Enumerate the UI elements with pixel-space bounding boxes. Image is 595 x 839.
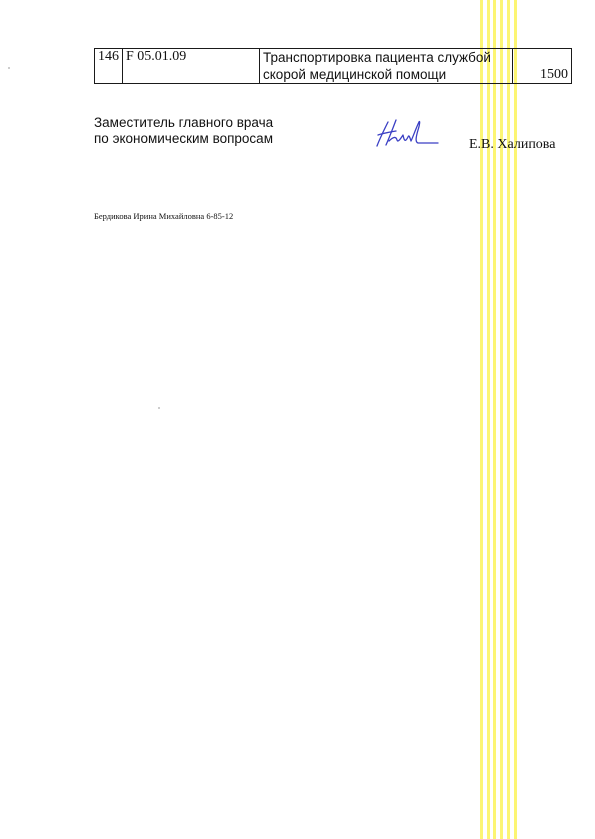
service-name-line-1: Транспортировка пациента службой bbox=[263, 50, 491, 65]
scan-speck bbox=[158, 407, 160, 409]
row-number: 146 bbox=[95, 49, 123, 84]
service-name bbox=[260, 49, 513, 84]
service-price: 1500 bbox=[513, 49, 572, 84]
signer-position bbox=[94, 115, 273, 147]
scan-highlight-band bbox=[474, 0, 524, 839]
executor-contact: Бердикова Ирина Михайловна 6-85-12 bbox=[94, 211, 234, 221]
scan-speck bbox=[8, 67, 10, 69]
service-name-line-2: скорой медицинской помощи bbox=[263, 67, 447, 82]
signer-position-line-1: Заместитель главного врача bbox=[94, 115, 274, 130]
table-row bbox=[95, 49, 572, 84]
handwritten-signature bbox=[374, 116, 440, 152]
service-code: F 05.01.09 bbox=[123, 49, 260, 84]
signer-position-line-2: по экономическим вопросам bbox=[94, 131, 273, 146]
signer-name: Е.В. Халипова bbox=[469, 137, 556, 152]
price-list-table bbox=[94, 48, 572, 84]
